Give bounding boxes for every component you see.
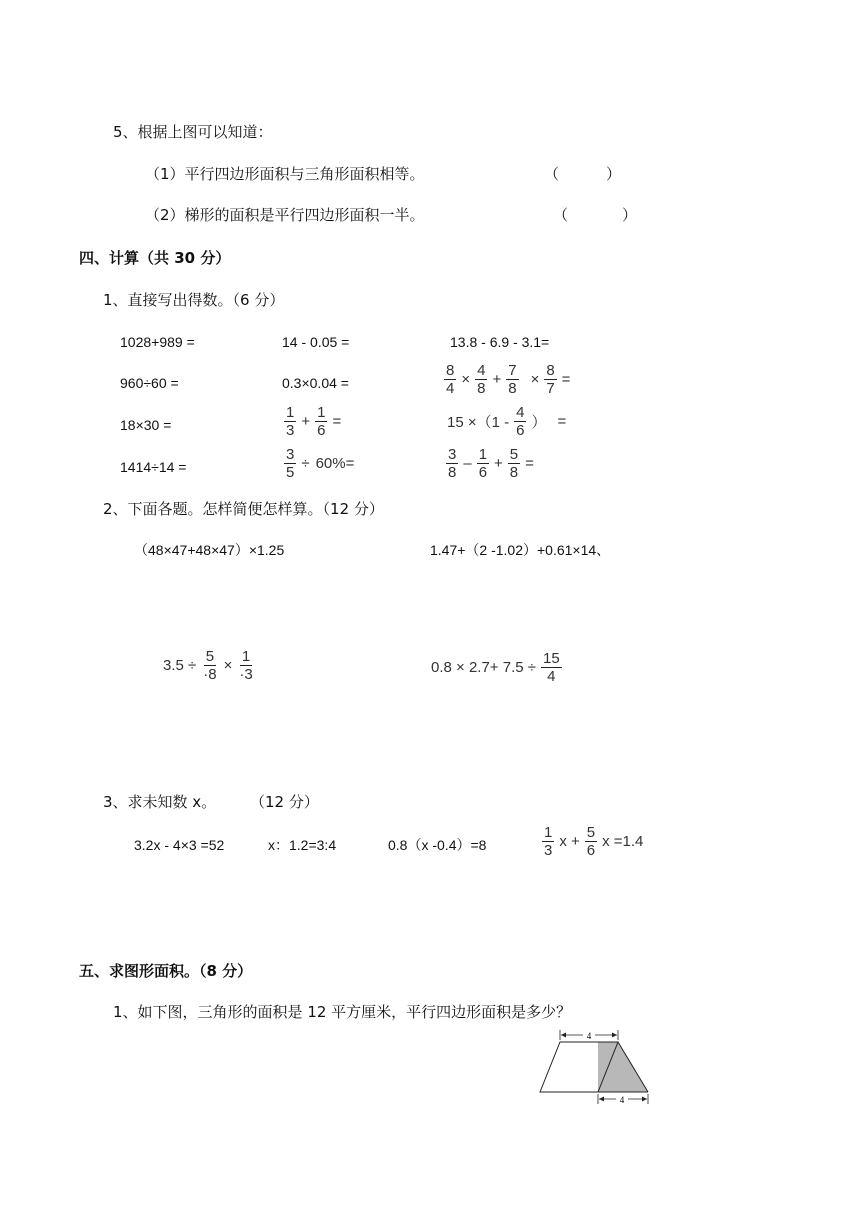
question-5-item-1: （1）平行四边形面积与三角形面积相等。 [145,165,425,183]
section-5-question-1: 1、如下图，三角形的面积是 12 平方厘米，平行四边形面积是多少？ [113,1003,572,1021]
calc-1028-plus-989: 1028+989 = [120,334,195,350]
answer-bracket-close-2[interactable]: ） [622,206,638,224]
calc-960-div-60: 960÷60 = [120,375,179,391]
equation-2: x：1.2=3:4 [268,837,337,853]
question-5-title: 5、根据上图可以知道： [113,123,273,141]
calc-fraction-mixed-1: $\frac{8}{4}$ × $\frac{4}{8}$ + $\frac{7}{8}$ × $\frac{8}{7}$ = [446,362,571,397]
part-3-title: 3、求未知数 x。 [103,793,217,811]
equation-3: 0.8（x -0.4）=8 [388,837,487,853]
calc-13-8-minus: 13.8 - 6.9 - 3.1= [450,334,550,350]
question-5-item-2: （2）梯形的面积是平行四边形面积一半。 [145,206,425,224]
calc-18-times-30: 18×30 = [120,417,172,433]
answer-bracket-close-1[interactable]: ） [606,165,622,183]
calc-15-times-bracket: 15 ×（1 - $\frac{4}{6}$ ） = [447,404,567,439]
top-dimension-label: 4 [586,1031,592,1041]
calc-fraction-sum: $\frac{1}{3}$ + $\frac{1}{6}$ = [286,404,342,439]
simplify-expr-3: 3.5 ÷ $\frac{5}{\cdot 8}$ × $\frac{1}{\cdot 3}$ [163,648,253,683]
equation-1: 3.2x - 4×3 =52 [134,837,225,853]
calc-14-minus-005: 14 - 0.05 = [282,334,350,350]
part-2-title: 2、下面各题。怎样简便怎样算。（12 分） [103,500,384,518]
simplify-expr-2: 1.47+（2 -1.02）+0.61×14、 [430,542,611,558]
calc-fraction-mixed-2: $\frac{3}{8}$ – $\frac{1}{6}$ + $\frac{5}{8}$ = [448,446,534,481]
answer-bracket-open-2[interactable]: （ [553,206,569,224]
calc-03-times-004: 0.3×0.04 = [282,375,349,391]
answer-bracket-open-1[interactable]: （ [544,165,560,183]
simplify-expr-1: （48×47+48×47）×1.25 [134,542,285,558]
calc-1414-div-14: 1414÷14 = [120,459,187,475]
section-5-title: 五、求图形面积。（8 分） [79,962,253,980]
parallelogram-triangle-figure [530,1026,660,1110]
bottom-dimension-label: 4 [619,1095,625,1105]
section-4-title: 四、计算（共 30 分） [79,249,231,267]
part-3-score: （12 分） [250,793,319,811]
simplify-expr-4: 0.8 × 2.7+ 7.5 ÷ $\frac{15}{4}$ [431,650,560,685]
calc-fraction-div-percent: $\frac{3}{5}$ ÷ 60%= [286,446,355,481]
part-1-title: 1、直接写出得数。（6 分） [103,291,285,309]
equation-4: $\frac{1}{3}$ x + $\frac{5}{6}$ x =1.4 [544,824,644,859]
